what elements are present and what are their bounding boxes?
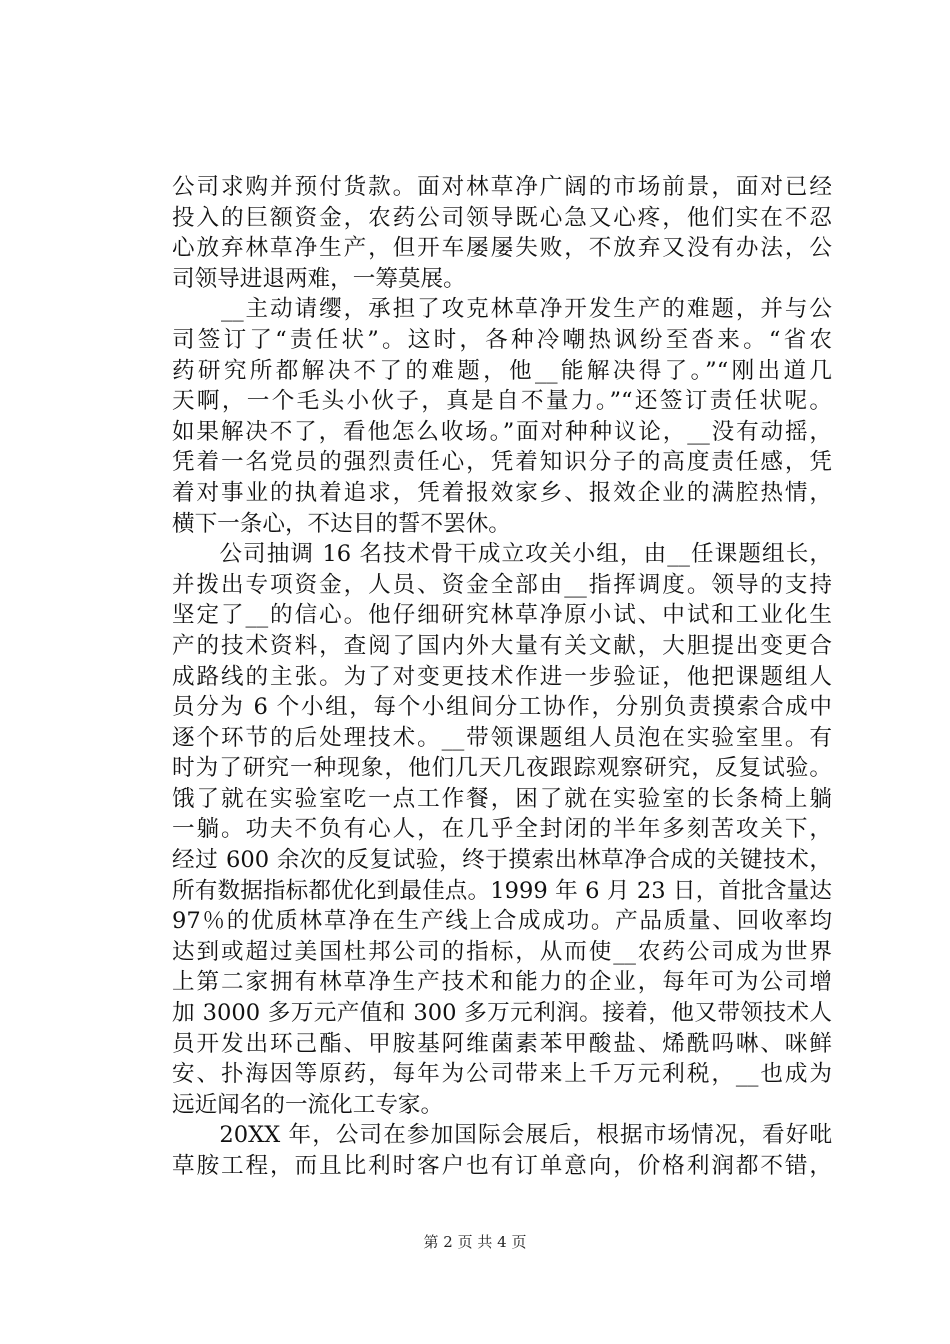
text-line: 公司抽调 16 名技术骨干成立攻关小组，由__任课题组长， — [172, 541, 832, 568]
text-line: 一躺。功夫不负有心人，在几乎全封闭的半年多刻苦攻关下， — [172, 816, 832, 843]
text-line: 着对事业的执着追求，凭着报效家乡、报效企业的满腔热情， — [172, 479, 832, 506]
text-line: 凭着一名党员的强烈责任心，凭着知识分子的高度责任感，凭 — [172, 449, 832, 476]
text-line: 97％的优质林草净在生产线上合成成功。产品质量、回收率均 — [172, 908, 832, 935]
text-line: 并拨出专项资金，人员、资金全部由__指挥调度。领导的支持 — [172, 571, 832, 598]
text-line: 横下一条心，不达目的誓不罢休。 — [172, 510, 511, 537]
text-line: 达到或超过美国杜邦公司的指标，从而使__农药公司成为世界 — [172, 938, 832, 965]
text-line: 20XX 年，公司在参加国际会展后，根据市场情况，看好吡 — [172, 1122, 832, 1149]
text-line: 饿了就在实验室吃一点工作餐，困了就在实验室的长条椅上躺 — [172, 785, 832, 812]
text-line: 时为了研究一种现象，他们几天几夜跟踪观察研究，反复试验。 — [172, 755, 832, 782]
body-text — [172, 172, 832, 1182]
text-line: 司领导进退两难，一筹莫展。 — [172, 265, 466, 292]
text-line: 员分为 6 个小组，每个小组间分工协作，分别负责摸索合成中 — [172, 694, 832, 721]
text-line: 上第二家拥有林草净生产技术和能力的企业，每年可为公司增 — [172, 969, 832, 996]
text-line: 成路线的主张。为了对变更技术作进一步验证，他把课题组人 — [172, 663, 832, 690]
text-line: 逐个环节的后处理技术。__带领课题组人员泡在实验室里。有 — [172, 724, 832, 751]
text-line: 心放弃林草净生产，但开车屡屡失败，不放弃又没有办法，公 — [172, 235, 832, 262]
text-line: 远近闻名的一流化工专家。 — [172, 1091, 444, 1118]
text-line: 如果解决不了，看他怎么收场。”面对种种议论，__没有动摇， — [172, 418, 832, 445]
text-line: 员开发出环己酯、甲胺基阿维菌素苯甲酸盐、烯酰吗啉、咪鲜 — [172, 1030, 832, 1057]
text-line: 经过 600 余次的反复试验，终于摸索出林草净合成的关键技术， — [172, 847, 832, 874]
text-line: __主动请缨，承担了攻克林草净开发生产的难题，并与公 — [172, 296, 832, 323]
text-line: 公司求购并预付货款。面对林草净广阔的市场前景，面对已经 — [172, 174, 832, 200]
text-line: 产的技术资料，查阅了国内外大量有关文献，大胆提出变更合 — [172, 632, 832, 659]
text-line: 安、扑海因等原药，每年为公司带来上千万元利税，__也成为 — [172, 1061, 832, 1088]
text-line: 草胺工程，而且比利时客户也有订单意向，价格利润都不错， — [172, 1153, 832, 1179]
text-line: 司签订了“责任状”。这时，各种冷嘲热讽纷至沓来。“省农 — [172, 326, 832, 353]
text-line: 坚定了__的信心。他仔细研究林草净原小试、中试和工业化生 — [172, 602, 832, 629]
text-line: 加 3000 多万元产值和 300 多万元利润。接着，他又带领技术人 — [172, 1000, 832, 1027]
text-line: 天啊，一个毛头小伙子，真是自不量力。”“还签订责任状呢。 — [172, 388, 832, 415]
text-line: 所有数据指标都优化到最佳点。1999 年 6 月 23 日，首批含量达 — [172, 877, 832, 904]
text-line: 投入的巨额资金，农药公司领导既心急又心疼，他们实在不忍 — [172, 204, 832, 231]
page-footer: 第 2 页 共 4 页 — [423, 1233, 527, 1251]
text-line: 药研究所都解决不了的难题，他__能解决得了。”“刚出道几 — [172, 357, 832, 384]
